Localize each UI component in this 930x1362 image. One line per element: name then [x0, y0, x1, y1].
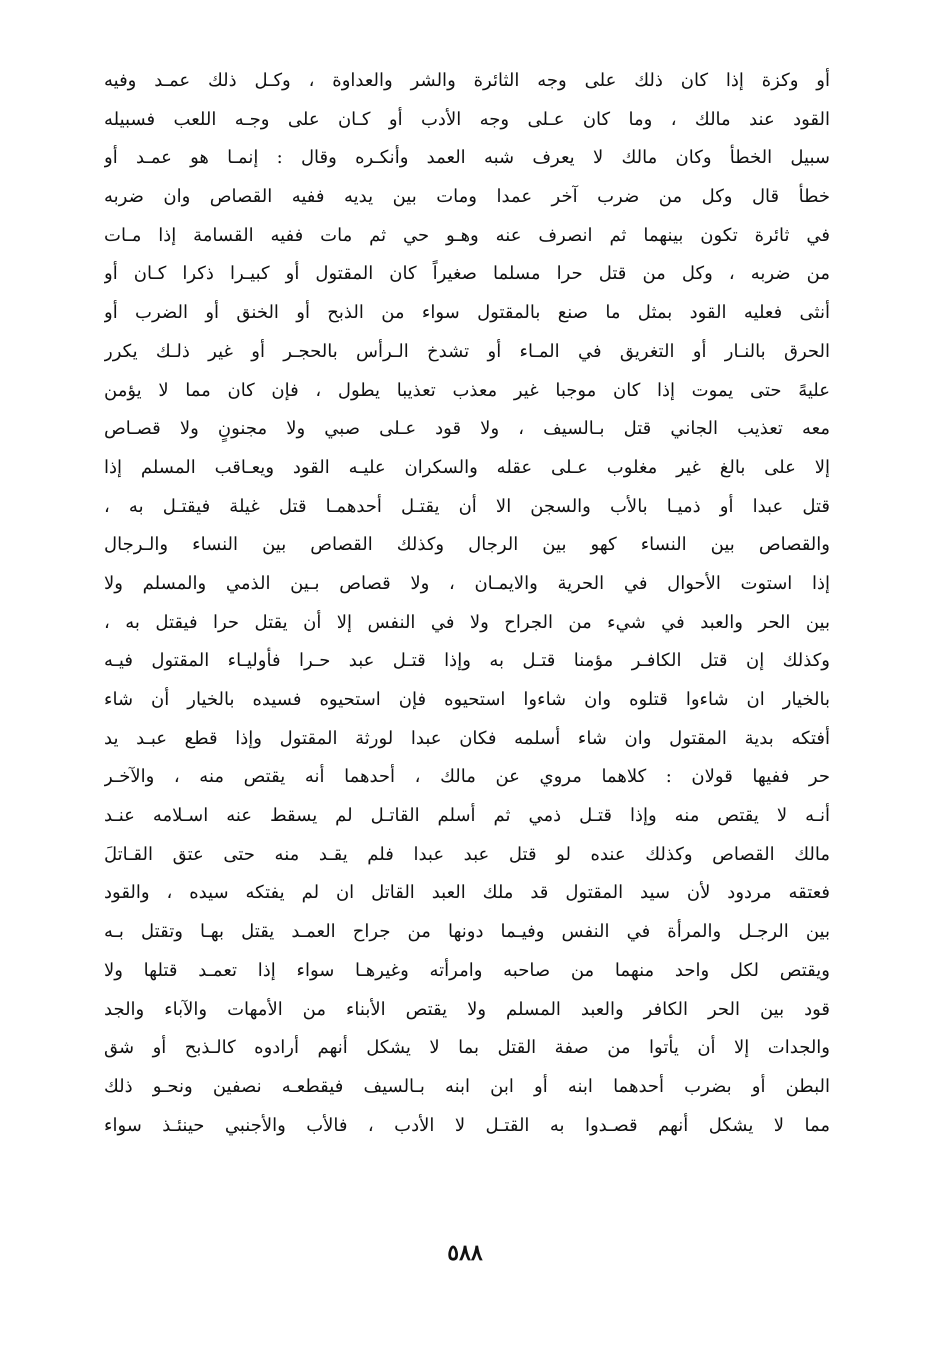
body-text: [104, 62, 830, 1145]
text-line: أفتكه بدية المقتول وان شاء أسلمه فكان عبدا لورثة المقتول وإذا قطع عبـد يد: [104, 727, 830, 749]
text-line: مما لا يشكل أنهم قصـدوا به القتـل لا الأدب ، فالأب والأجنبي حينئـذ سواء: [104, 1114, 830, 1136]
text-line: ويقتص لكل واحد منهما من صاحبه وامرأته وغيرهـا سواء إذا تعمـد قتلها ولا: [104, 959, 830, 981]
text-line: عليهً حتى يموت إذا كان موجبا غير معذب تعذيبا يطول ، فإن كان مما لا يؤمن: [104, 379, 830, 401]
text-line: في ثائرة تكون بينهما ثم انصرف عنه وهـو حي ثم مات ففيه القسامة إذا مـات: [104, 224, 830, 246]
text-line: وكذلك إن قتل الكافـر مؤمنا قتـل به وإذا قتـل عبد حـرا فأوليـاء المقتول فيـه: [104, 650, 830, 672]
text-line: قتل عبدا أو ذميـا بالأب والسجن الا أن يقتـل أحدهمـا قتل غيلة فيقتـل به ،: [104, 495, 830, 517]
text-line: حر ففيها قولان : كلاهما مروي عن مالك ، أحدهما أنه يقتص منه ، والآخـر: [104, 766, 830, 788]
text-line: أنثى فعليه القود بمثل ما صنع بالمقتول سواء من الذبح أو الخنق أو الضرب أو: [104, 302, 830, 324]
text-line: مالك القصاص وكذلك عنده لو قتل عبد عبدا فلم يقـد منه حتى عتق القـاتلَ: [104, 843, 830, 865]
text-line: فعتقه مردود لأن سيد المقتول قد ملك العبد القاتل ان لم يفتكه سيده ، والقود: [104, 882, 830, 904]
text-line: خطأ قال وكل من ضرب آخر عمدا ومات بين يديه ففيه القصاص وان ضربه: [104, 186, 830, 208]
text-line: الحرق بالنـار أو التغريق في المـاء أو تشدخ الـرأس بالحجـر أو غير ذلـك يكرر: [104, 340, 830, 362]
text-line: سبيل الخطأ وكان مالك لا يعرف شبه العمد وأنكـره وقال : إنمـا هو عمـد أو: [104, 147, 830, 169]
text-line: معه تعذيب الجاني قتل بـالسيف ، ولا قود عـلى صبي ولا مجنونٍ ولا قصـاص: [104, 418, 830, 440]
text-line: بالخيار ان شاءوا قتلوه وان شاءوا استحيوه فإن استحيوه فسيده بالخيار أن شاء: [104, 689, 830, 710]
text-line: أنـه لا يقتص منه وإذا قتـل ذمي ثم أسلم القاتـل لم يسقط عنه اسـلامه عنـد: [104, 805, 830, 827]
text-line: إلا على بالغ غير مغلوب عـلى عقله والسكران عليـه القود ويعـاقب المسلم إذا: [104, 456, 830, 478]
text-line: من ضربه ، وكل من قتل حرا مسلما صغيراً كان المقتول أو كبيـرا ذكرا كـان أو: [104, 263, 830, 285]
text-line: أو وكزة إذا كان ذلك على وجه الثائرة والشر والعداوة ، وكـل ذلك عمـد وفيه: [104, 70, 830, 91]
text-line: بين الحر والعبد في شيء من الجراح ولا في النفس إلا أن يقتل حرا فيقتل به ،: [104, 611, 830, 633]
text-line: والجدات إلا أن يأتوا من صفة القتل بما لا يشكل أنهم أرادوه كالـذبح أو شق: [104, 1037, 830, 1059]
text-line: والقصاص بين النساء كهو بين الرجال وكذلك القصاص بين النساء والـرجال: [104, 534, 830, 556]
text-line: قود بين الحر الكافر والعبد المسلم ولا يقتص الأبناء من الأمهات والآباء والجد: [104, 998, 830, 1020]
text-line: بين الرجـل والمرأة في النفس وفيـما دونها من جراح العمـد يقتل بهـا وتقتل بـه: [104, 921, 830, 943]
text-line: إذا استوت الأحوال في الحرية والايمـان ، ولا قصاص بـين الذمي والمسلم ولا: [104, 572, 830, 594]
page-number: ٥٨٨: [447, 1240, 483, 1266]
text-line: القود عند مالك ، وما كان عـلى وجه الأدب أو كـان على وجـه اللعب فسبيله: [104, 108, 830, 130]
text-line: البطن أو بضرب أحدهما ابنه أو ابن ابنه بـالسيف فيقطعـه نصفين ونحـو ذلك: [104, 1075, 830, 1097]
